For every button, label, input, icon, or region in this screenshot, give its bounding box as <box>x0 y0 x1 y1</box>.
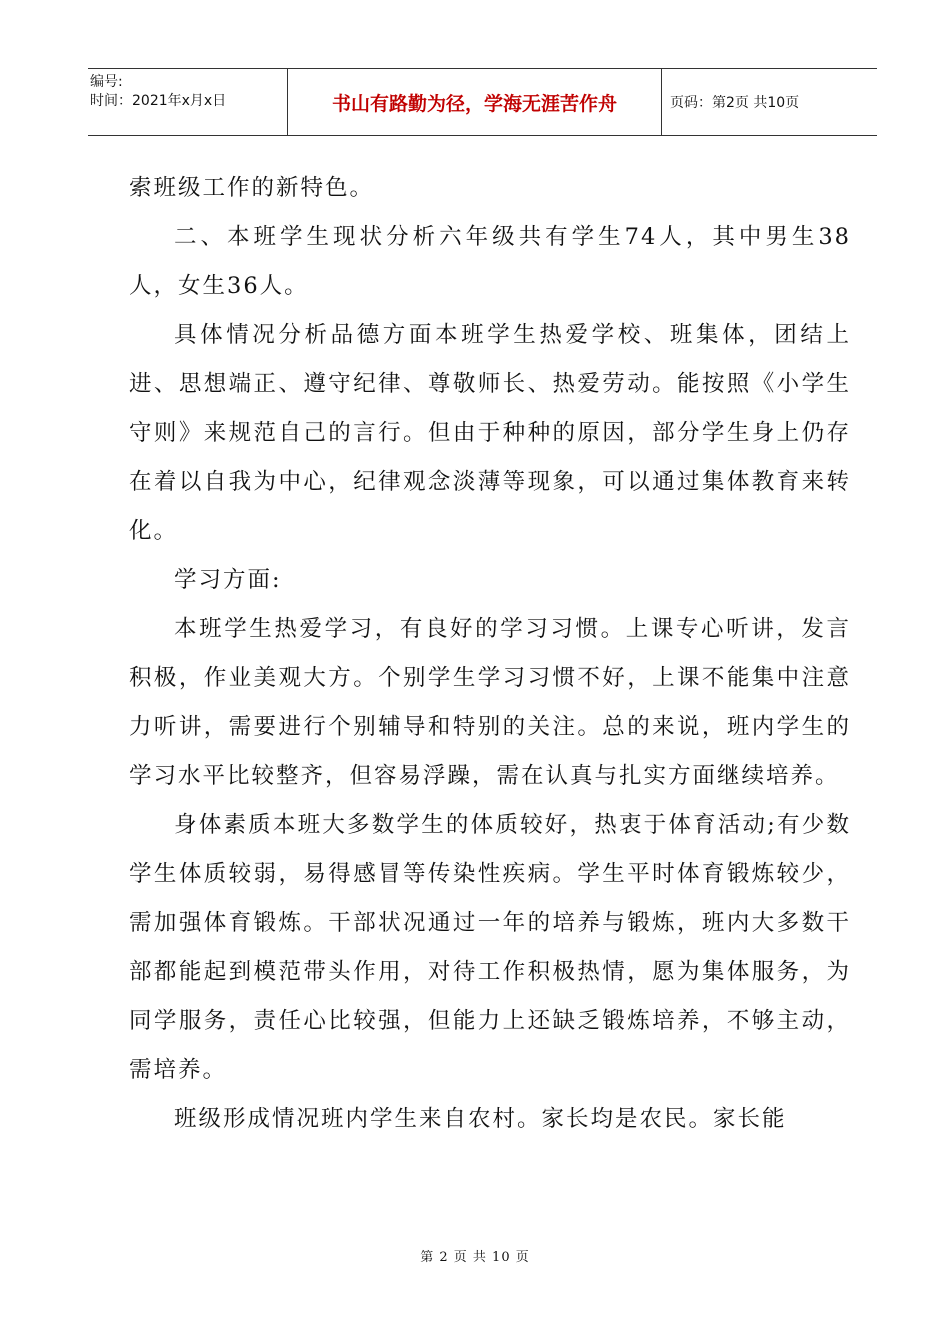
paragraph: 索班级工作的新特色。 <box>129 175 375 201</box>
document-time-label: 时间：2021年x月x日 <box>90 93 227 109</box>
section-heading: 学习方面: <box>174 567 282 593</box>
header-page-info: 页码：第2页 共10页 <box>670 95 800 111</box>
document-body <box>129 164 851 1144</box>
header-motto: 书山有路勤为径，学海无涯苦作舟 <box>288 69 662 135</box>
page-footer: 第 2 页 共 10 页 <box>420 1250 530 1265</box>
header-meta <box>88 69 288 135</box>
paragraph: 班级形成情况班内学生来自农村。家长均是农民。家长能 <box>174 1106 787 1132</box>
page-header <box>88 68 877 136</box>
paragraph: 身体素质本班大多数学生的体质较好，热衷于体育活动;有少数学生体质较弱，易得感冒等传染性疾病。学生平时体育锻炼较少，需加强体育锻炼。干部状况通过一年的培养与锻炼，班内大多数干部都能起到模范带头作用，对待工作积极热情，愿为集体服务，为同学服务，责任心比较强，但能力上还缺乏锻炼培养，不够主动，需培养。 <box>129 812 851 1083</box>
paragraph: 本班学生热爱学习，有良好的学习习惯。上课专心听讲，发言积极，作业美观大方。个别学生学习习惯不好，上课不能集中注意力听讲，需要进行个别辅导和特别的关注。总的来说，班内学生的学习水平比较整齐，但容易浮躁，需在认真与扎实方面继续培养。 <box>129 616 851 789</box>
document-number-label: 编号: <box>90 74 123 90</box>
paragraph: 二、本班学生现状分析六年级共有学生74人，其中男生38人，女生36人。 <box>129 224 851 299</box>
paragraph: 具体情况分析品德方面本班学生热爱学校、班集体，团结上进、思想端正、遵守纪律、尊敬师长、热爱劳动。能按照《小学生守则》来规范自己的言行。但由于种种的原因，部分学生身上仍存在着以自我为中心，纪律观念淡薄等现象，可以通过集体教育来转化。 <box>129 322 851 544</box>
